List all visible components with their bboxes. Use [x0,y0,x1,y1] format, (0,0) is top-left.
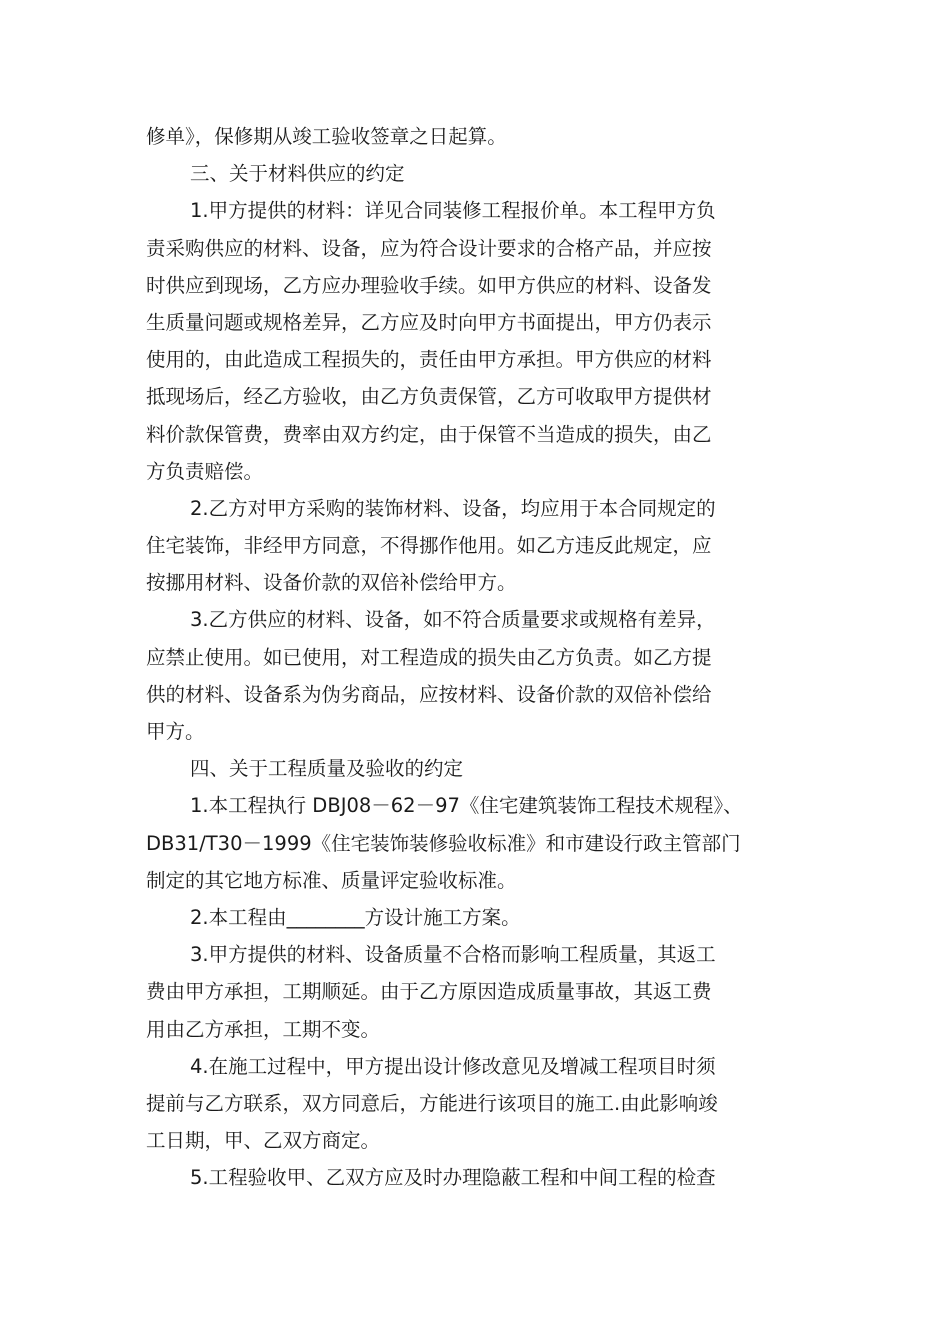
text-line: 用由乙方承担，工期不变。 [146,1017,381,1041]
text-line: 1.甲方提供的材料：详见合同装修工程报价单。本工程甲方负 [190,199,716,223]
text-line: 制定的其它地方标准、质量评定验收标准。 [146,868,517,892]
text-line: 5.工程验收甲、乙双方应及时办理隐蔽工程和中间工程的检查 [190,1166,716,1190]
text-line: 应禁止使用。如已使用，对工程造成的损失由乙方负责。如乙方提 [146,645,712,669]
text-line: 供的材料、设备系为伪劣商品，应按材料、设备价款的双倍补偿给 [146,682,712,706]
text-line: 料价款保管费，费率由双方约定，由于保管不当造成的损失，由乙 [146,422,712,446]
text-line: 3.乙方供应的材料、设备，如不符合质量要求或规格有差异， [190,608,716,632]
text-line: 责采购供应的材料、设备，应为符合设计要求的合格产品，并应按 [146,236,712,260]
text-line: 1.本工程执行 DBJ08－62－97《住宅建筑装饰工程技术规程》、 [190,794,743,818]
text-line: 住宅装饰，非经甲方同意，不得挪作他用。如乙方违反此规定，应 [146,534,712,558]
text-line: 提前与乙方联系，双方同意后，方能进行该项目的施工.由此影响竣 [146,1091,718,1115]
text-line: 方负责赔偿。 [146,459,264,483]
section-heading-quality: 四、关于工程质量及验收的约定 [190,757,464,781]
text-line: 费由甲方承担，工期顺延。由于乙方原因造成质量事故，其返工费 [146,980,712,1004]
text-line: 2.本工程由________方设计施工方案。 [190,905,521,929]
text-line: DB31/T30－1999《住宅装饰装修验收标准》和市建设行政主管部门 [146,831,741,855]
text-line: 按挪用材料、设备价款的双倍补偿给甲方。 [146,571,517,595]
text-line: 3.甲方提供的材料、设备质量不合格而影响工程质量，其返工 [190,943,716,967]
text-line: 4.在施工过程中，甲方提出设计修改意见及增减工程项目时须 [190,1054,716,1078]
text-line: 生质量问题或规格差异，乙方应及时向甲方书面提出，甲方仍表示 [146,310,712,334]
text-line: 时供应到现场，乙方应办理验收手续。如甲方供应的材料、设备发 [146,273,712,297]
document-body [146,118,816,1196]
section-heading-materials: 三、关于材料供应的约定 [190,162,405,186]
text-line: 工日期，甲、乙双方商定。 [146,1129,381,1153]
text-line: 2.乙方对甲方采购的装饰材料、设备，均应用于本合同规定的 [190,496,716,520]
text-line: 抵现场后，经乙方验收，由乙方负责保管，乙方可收取甲方提供材 [146,385,712,409]
text-line: 修单》，保修期从竣工验收签章之日起算。 [146,125,507,148]
text-line: 甲方。 [146,720,205,743]
text-line: 使用的，由此造成工程损失的，责任由甲方承担。甲方供应的材料 [146,348,712,372]
